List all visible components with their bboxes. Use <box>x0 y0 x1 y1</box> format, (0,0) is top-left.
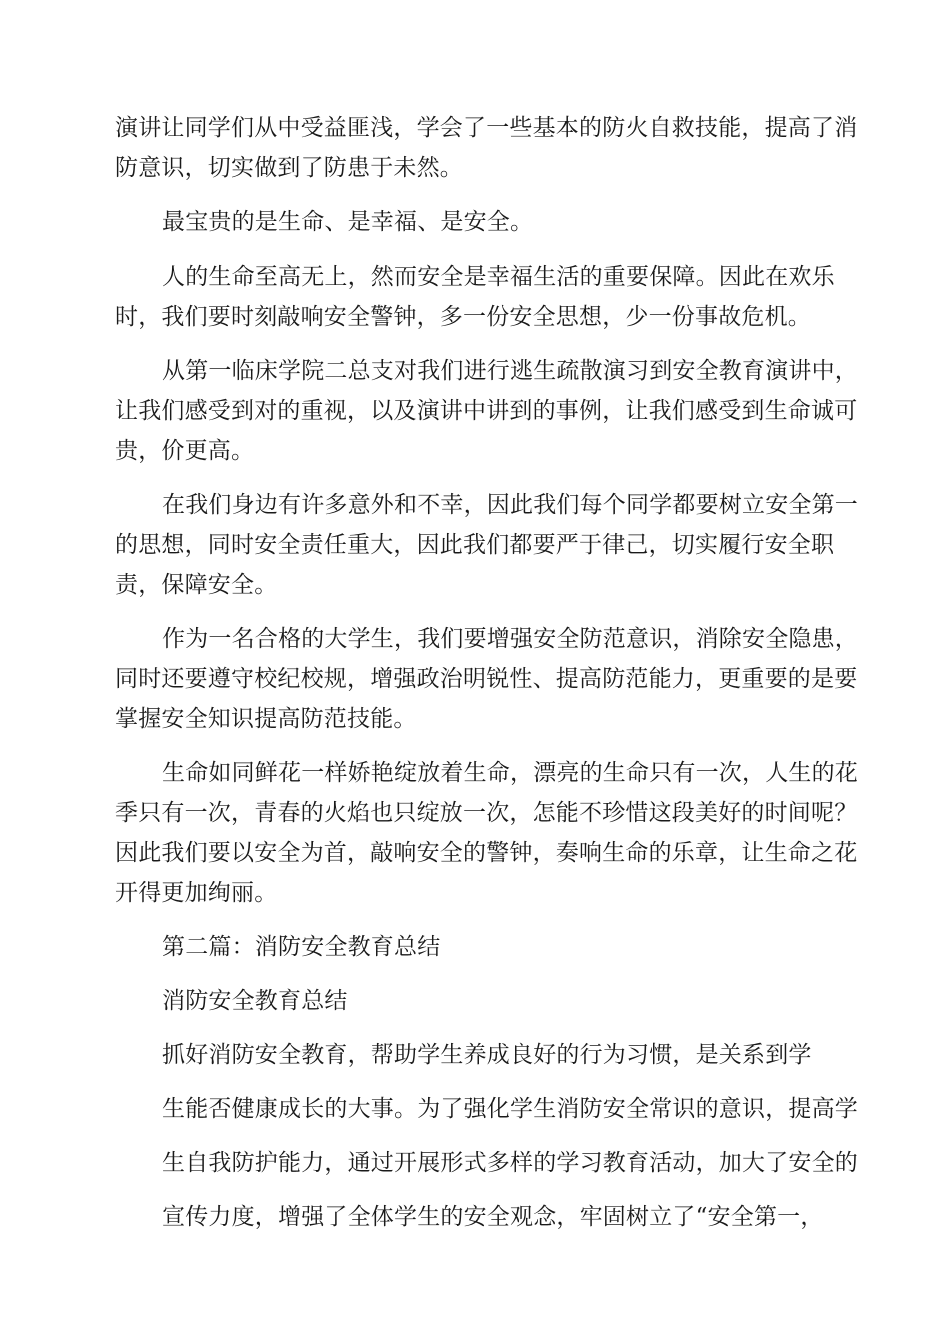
paragraph-line: 防意识，切实做到了防患于未然。 <box>115 155 463 181</box>
paragraph-line: 责，保障安全。 <box>115 572 278 598</box>
paragraph-line: 演讲让同学们从中受益匪浅，学会了一些基本的防火自救技能，提高了消 <box>115 115 858 141</box>
paragraph-line: 因此我们要以安全为首，敲响安全的警钟，奏响生命的乐章，让生命之花 <box>115 840 858 866</box>
paragraph-line: 宣传力度，增强了全体学生的安全观念，牢固树立了“安全第一， <box>162 1204 824 1230</box>
paragraph-line: 的思想，同时安全责任重大，因此我们都要严于律己，切实履行安全职 <box>115 532 835 558</box>
paragraph-line: 让我们感受到对的重视，以及演讲中讲到的事例，让我们感受到生命诚可 <box>115 398 858 424</box>
paragraph-line: 抓好消防安全教育，帮助学生养成良好的行为习惯，是关系到学 <box>162 1042 812 1068</box>
paragraph-line: 生自我防护能力，通过开展形式多样的学习教育活动，加大了安全的 <box>162 1150 858 1176</box>
paragraph-line: 时，我们要时刻敲响安全警钟，多一份安全思想，少一份事故危机。 <box>115 304 811 330</box>
paragraph-line: 开得更加绚丽。 <box>115 880 278 906</box>
paragraph-line: 生能否健康成长的大事。为了强化学生消防安全常识的意识，提高学 <box>162 1096 858 1122</box>
paragraph-line: 贵，价更高。 <box>115 438 255 464</box>
paragraph-line: 季只有一次，青春的火焰也只绽放一次，怎能不珍惜这段美好的时间呢？ <box>115 800 858 826</box>
paragraph-line: 人的生命至高无上，然而安全是幸福生活的重要保障。因此在欢乐 <box>162 264 835 290</box>
paragraph-line: 作为一名合格的大学生，我们要增强安全防范意识，消除安全隐患， <box>162 626 858 652</box>
paragraph-line: 同时还要遵守校纪校规，增强政治明锐性、提高防范能力，更重要的是要 <box>115 666 858 692</box>
paragraph-line: 生命如同鲜花一样娇艳绽放着生命，漂亮的生命只有一次，人生的花 <box>162 760 858 786</box>
paragraph-line: 在我们身边有许多意外和不幸，因此我们每个同学都要树立安全第一 <box>162 492 858 518</box>
section-subheading: 消防安全教育总结 <box>162 988 348 1014</box>
paragraph-line: 掌握安全知识提高防范技能。 <box>115 706 417 732</box>
paragraph-line: 从第一临床学院二总支对我们进行逃生疏散演习到安全教育演讲中， <box>162 358 858 384</box>
section-heading: 第二篇：消防安全教育总结 <box>162 934 441 960</box>
paragraph-line: 最宝贵的是生命、是幸福、是安全。 <box>162 209 534 235</box>
